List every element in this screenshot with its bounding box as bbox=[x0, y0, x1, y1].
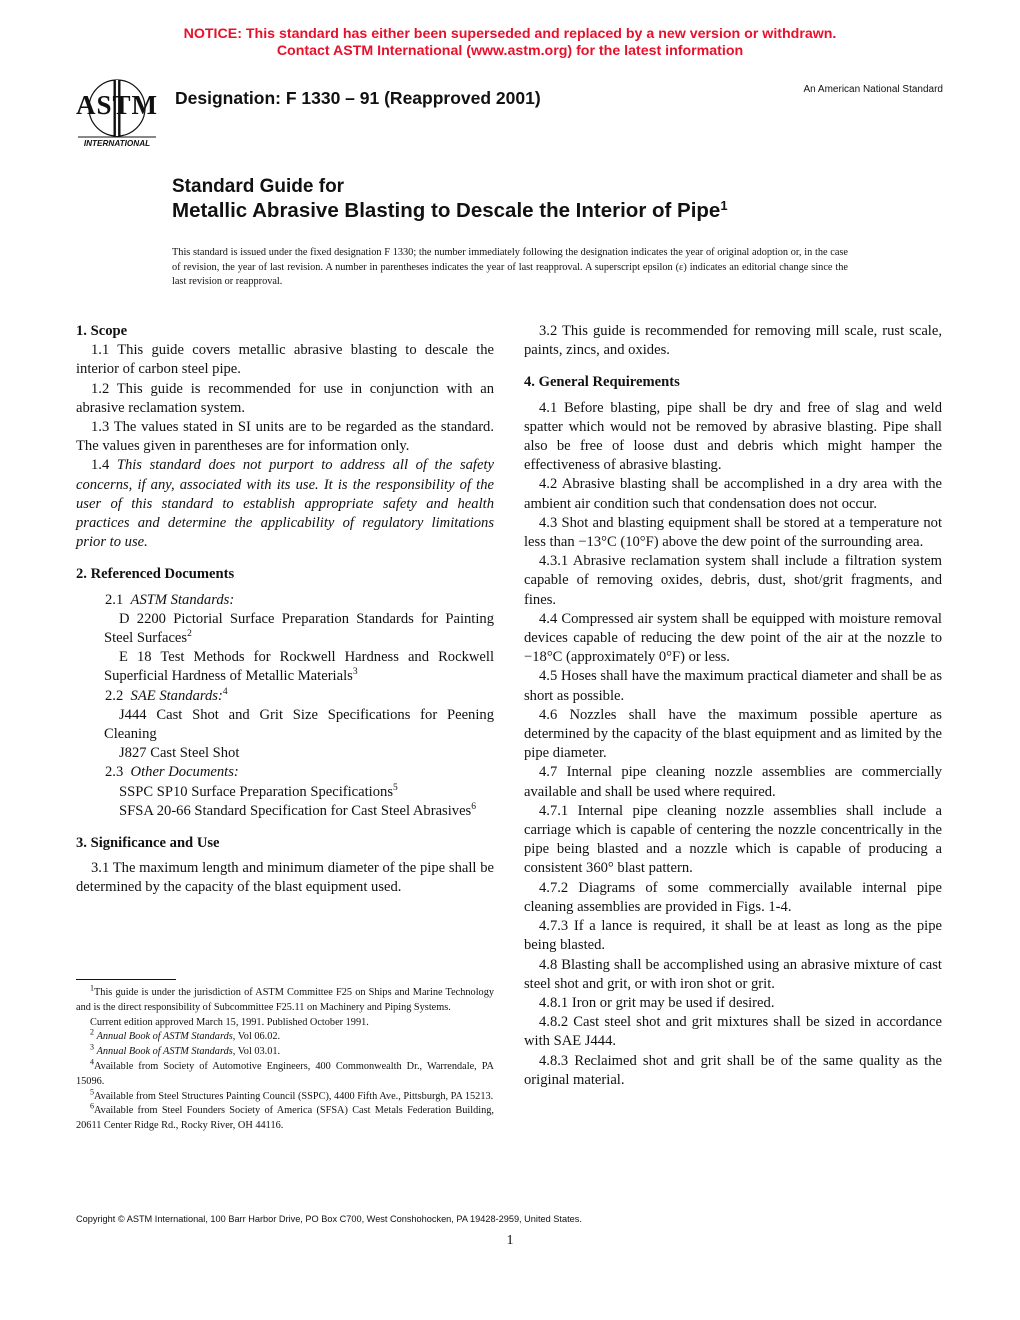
ref-sspc-footnote-mark: 5 bbox=[393, 782, 398, 793]
title-line-1: Standard Guide for bbox=[172, 176, 345, 197]
ref-j827: J827 Cast Steel Shot bbox=[119, 745, 240, 762]
section-heading-scope: 1. Scope bbox=[76, 323, 128, 339]
footnote-5 bbox=[76, 1087, 494, 1105]
astm-logo bbox=[72, 74, 162, 150]
designation: Designation: F 1330 – 91 (Reapproved 2001) bbox=[175, 88, 541, 108]
ref-2-1-label: ASTM Standards: bbox=[130, 591, 235, 608]
footnote-1 bbox=[76, 983, 494, 1016]
footnote-4 bbox=[76, 1057, 494, 1090]
para-4-7: 4.7 Internal pipe cleaning nozzle assemblies are commercially available and shall be used where required. bbox=[524, 764, 942, 800]
para-4-4: 4.4 Compressed air system shall be equipped with moisture removal devices capable of reducing the dew point of the air at the nozzle to −18°C (approximately 0°F) or less. bbox=[524, 610, 942, 666]
para-4-3: 4.3 Shot and blasting equipment shall be stored at a temperature not less than −13°C (10°F) above the dew point of the surrounding area. bbox=[524, 514, 942, 551]
ref-d2200 bbox=[76, 610, 494, 648]
logo-letters: ASTM bbox=[75, 90, 159, 120]
para-1-4-number: 1.4 bbox=[91, 457, 110, 474]
copyright-line: Copyright © ASTM International, 100 Barr Harbor Drive, PO Box C700, West Conshohocken, PA 19428-2959, United States. bbox=[76, 1214, 582, 1224]
para-4-2: 4.2 Abrasive blasting shall be accomplished in a dry area with the ambient air condition such that condensation does not occur. bbox=[524, 476, 942, 512]
ref-2-2-label: SAE Standards: bbox=[130, 687, 223, 704]
para-4-6: 4.6 Nozzles shall have the maximum possible aperture as determined by the capacity of the blast equipment and as limited by the pipe diameter. bbox=[524, 706, 942, 762]
ref-sfsa-text: SFSA 20-66 Standard Specification for Cast Steel Abrasives bbox=[119, 802, 472, 819]
para-1-2: 1.2 This guide is recommended for use in conjunction with an abrasive reclamation system. bbox=[76, 380, 494, 416]
footnote-3-mark: 3 bbox=[90, 1042, 94, 1052]
para-4-8: 4.8 Blasting shall be accomplished using an abrasive mixture of cast steel shot and grit, or with iron shot or grit. bbox=[524, 956, 942, 992]
footnote-1-mark: 1 bbox=[90, 983, 94, 993]
notice-line-2: Contact ASTM International (www.astm.org) for the latest information bbox=[276, 43, 744, 59]
issuance-note: This standard is issued under the fixed designation F 1330; the number immediately following the designation indicates the year of original adoption or, in the case of revision, the year of last revision. A number in parentheses indicates the year of last reapproval. A superscript epsilon (ε) indicates an editorial change since the last revision or reapproval. bbox=[172, 247, 848, 287]
footnote-3-volume: , Vol 03.01. bbox=[232, 1046, 281, 1058]
para-4-7-1: 4.7.1 Internal pipe cleaning nozzle assemblies shall include a carriage which is capable of centering the nozzle concentrically in the pipe being blasted and a nozzle which is capable of producing a consistent 360° blast pattern. bbox=[524, 802, 942, 877]
ref-2-2 bbox=[76, 687, 494, 706]
astm-logo-icon bbox=[72, 74, 162, 150]
ref-2-3-label: Other Documents: bbox=[130, 764, 239, 781]
para-1-4 bbox=[76, 456, 494, 552]
para-3-2: 3.2 This guide is recommended for removing mill scale, rust scale, paints, zincs, and oxides. bbox=[524, 323, 942, 359]
footnote-1-text: This guide is under the jurisdiction of ASTM Committee F25 on Ships and Marine Technology and is the direct responsibility of Subcommittee F25.11 on Machinery and Piping Systems. bbox=[76, 987, 494, 1013]
para-3-1: 3.1 The maximum length and minimum diameter of the pipe shall be determined by the capacity of the blast equipment used. bbox=[76, 860, 494, 896]
title-text: Metallic Abrasive Blasting to Descale the Interior of Pipe bbox=[172, 199, 721, 222]
left-column bbox=[76, 322, 494, 898]
section-heading-referenced-documents: 2. Referenced Documents bbox=[76, 566, 235, 583]
logo-caption: INTERNATIONAL bbox=[83, 139, 151, 148]
footnote-5-mark: 5 bbox=[90, 1087, 94, 1097]
title-line-2 bbox=[172, 198, 728, 223]
ref-e18-footnote-mark: 3 bbox=[352, 667, 358, 678]
para-4-8-1: 4.8.1 Iron or grit may be used if desired. bbox=[539, 994, 775, 1011]
ref-2-2-number: 2.2 bbox=[105, 687, 124, 704]
national-standard-label: An American National Standard bbox=[803, 84, 943, 95]
footnote-3 bbox=[76, 1042, 494, 1060]
ref-2-2-footnote-mark: 4 bbox=[222, 686, 228, 697]
footnote-2 bbox=[76, 1027, 494, 1045]
ref-2-3-number: 2.3 bbox=[105, 764, 124, 781]
footnote-6 bbox=[76, 1101, 494, 1134]
ref-2-1-number: 2.1 bbox=[105, 591, 124, 608]
para-1-3: 1.3 The values stated in SI units are to be regarded as the standard. The values given in parentheses are for information only. bbox=[76, 419, 494, 455]
ref-sspc-text: SSPC SP10 Surface Preparation Specifications bbox=[119, 783, 394, 800]
footnote-5-text: Available from Steel Structures Painting Council (SSPC), 4400 Fifth Ave., Pittsburgh, PA 15213. bbox=[94, 1090, 494, 1102]
document-title bbox=[172, 175, 728, 223]
para-4-8-2: 4.8.2 Cast steel shot and grit mixtures shall be sized in accordance with SAE J444. bbox=[524, 1014, 942, 1050]
footnote-2-volume: , Vol 06.02. bbox=[232, 1031, 281, 1043]
ref-sfsa-footnote-mark: 6 bbox=[471, 802, 476, 813]
page-number: 1 bbox=[506, 1233, 514, 1248]
para-4-3-1: 4.3.1 Abrasive reclamation system shall include a filtration system capable of removing oxides, debris, dust, shot/grit fragments, and fines. bbox=[524, 553, 942, 608]
para-4-8-3: 4.8.3 Reclaimed shot and grit shall be of the same quality as the original material. bbox=[524, 1052, 942, 1088]
para-1-4-text: This standard does not purport to address all of the safety concerns, if any, associated with its use. It is the responsibility of the user of this standard to establish appropriate safety and health practices and determine the applicability of regulatory limitations prior to use. bbox=[76, 457, 494, 551]
para-4-7-3: 4.7.3 If a lance is required, it shall be at least as long as the pipe being blasted. bbox=[524, 918, 942, 954]
ref-j444: J444 Cast Shot and Grit Size Specifications for Peening Cleaning bbox=[104, 706, 494, 743]
para-4-7-2: 4.7.2 Diagrams of some commercially available internal pipe cleaning assemblies are provided in Figs. 1-4. bbox=[524, 879, 942, 915]
footnote-3-book: Annual Book of ASTM Standards bbox=[96, 1046, 233, 1058]
ref-d2200-footnote-mark: 2 bbox=[187, 629, 192, 640]
footnote-4-mark: 4 bbox=[90, 1057, 94, 1067]
ref-sspc bbox=[76, 783, 494, 802]
para-1-1: 1.1 This guide covers metallic abrasive blasting to descale the interior of carbon steel pipe. bbox=[76, 342, 494, 378]
ref-sfsa bbox=[76, 802, 494, 821]
right-column bbox=[524, 322, 942, 1090]
footnote-4-text: Available from Society of Automotive Engineers, 400 Commonwealth Dr., Warrendale, PA 15096. bbox=[76, 1060, 494, 1087]
notice-line-1: NOTICE: This standard has either been superseded and replaced by a new version or withdrawn. bbox=[183, 26, 837, 42]
title-footnote-mark: 1 bbox=[720, 198, 728, 213]
section-heading-general-requirements: 4. General Requirements bbox=[524, 374, 680, 391]
footnote-1-edition: Current edition approved March 15, 1991. Published October 1991. bbox=[90, 1016, 369, 1028]
footnote-2-mark: 2 bbox=[90, 1027, 94, 1037]
ref-e18-text: E 18 Test Methods for Rockwell Hardness and Rockwell Superficial Hardness of Metallic Materials bbox=[104, 649, 494, 685]
ref-2-3 bbox=[76, 763, 494, 782]
footnote-divider bbox=[76, 979, 176, 980]
footnote-2-book: Annual Book of ASTM Standards bbox=[96, 1031, 233, 1043]
para-4-1: 4.1 Before blasting, pipe shall be dry and free of slag and weld spatter which would not be removed by abrasive blasting. Pipe shall also be free of loose dust and debris which might hamper the effectiveness of abrasive blasting. bbox=[524, 399, 942, 474]
ref-e18 bbox=[76, 648, 494, 686]
para-4-5: 4.5 Hoses shall have the maximum practical diameter and shall be as short as possible. bbox=[524, 668, 942, 704]
ref-2-1 bbox=[76, 591, 494, 610]
footnote-6-text: Available from Steel Founders Society of America (SFSA) Cast Metals Federation Building, 20611 Center Ridge Rd., Rocky River, OH 44116. bbox=[76, 1105, 494, 1132]
footnote-6-mark: 6 bbox=[90, 1101, 94, 1111]
section-heading-significance: 3. Significance and Use bbox=[76, 835, 220, 852]
footnotes bbox=[76, 983, 494, 1134]
ref-d2200-text: D 2200 Pictorial Surface Preparation Standards for Painting Steel Surfaces bbox=[104, 610, 494, 647]
withdrawal-notice bbox=[0, 26, 1020, 60]
